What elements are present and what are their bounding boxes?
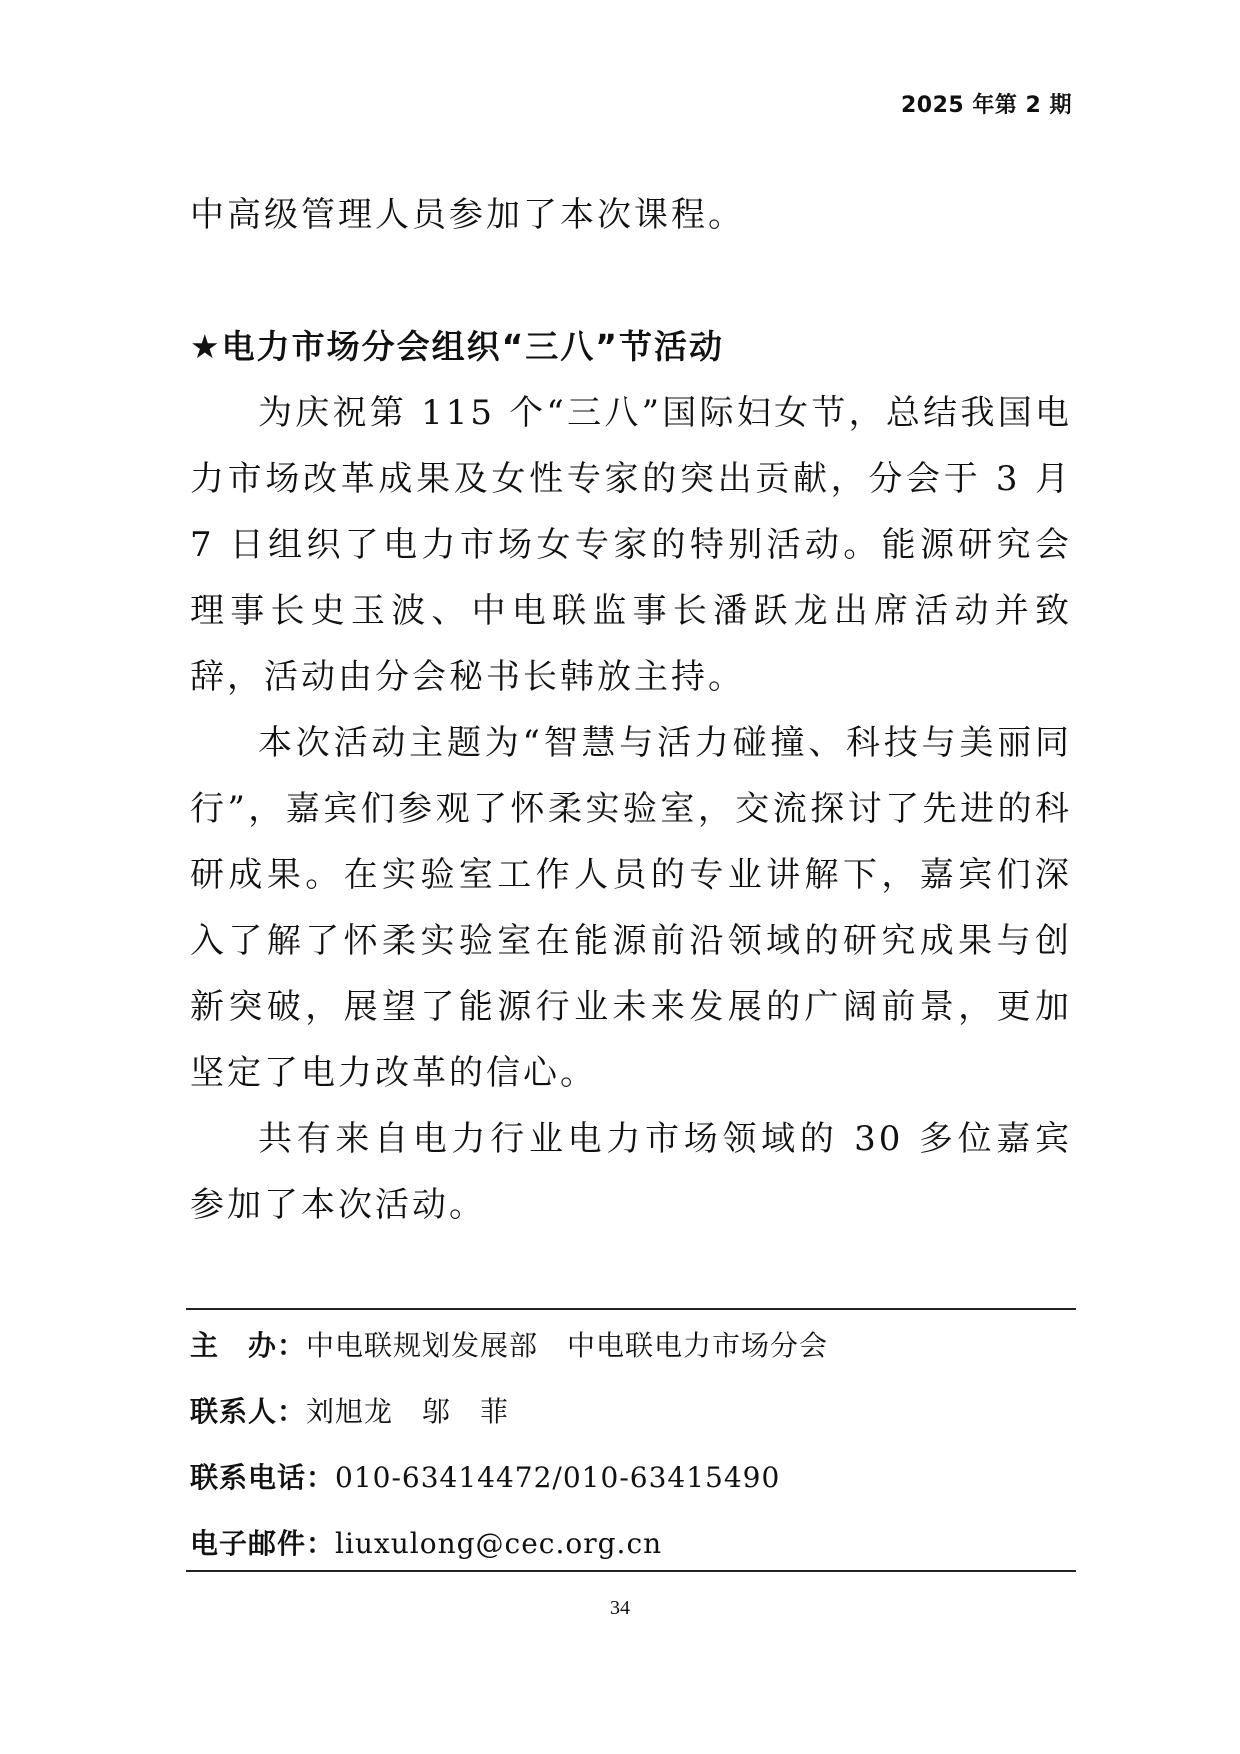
phone-value: 010-63414472/010-63415490 [335,1461,781,1494]
organizer-value: 中电联规划发展部 中电联电力市场分会 [306,1329,829,1362]
paragraph: 本次活动主题为“智慧与活力碰撞、科技与美丽同行”，嘉宾们参观了怀柔实验室，交流探讨了先进的科研成果。在实验室工作人员的专业讲解下，嘉宾们深入了解了怀柔实验室在能源前沿领域的研究成果与创新突破，展望了能源行业未来发展的广阔前景，更加坚定了电力改革的信心。 [190,723,1072,1093]
email-label: 电子邮件： [190,1527,336,1560]
footer-top-divider [186,1308,1076,1310]
footer-bottom-divider [186,1570,1076,1572]
phone-label: 联系电话： [190,1461,336,1494]
email-row [190,1522,1070,1588]
paragraph: 共有来自电力行业电力市场领域的 30 多位嘉宾参加了本次活动。 [190,1119,1072,1225]
section-heading: ★电力市场分会组织“三八”节活动 [190,327,724,366]
contact-person-label: 联系人： [190,1395,307,1428]
organizer-label: 主 办： [190,1329,307,1362]
contact-person-row [190,1390,1070,1456]
page-number: 34 [610,1597,630,1619]
email-value[interactable]: liuxulong@cec.org.cn [335,1527,663,1560]
article-body [190,182,1072,1238]
issue-label: 2025 年第 2 期 [900,93,1072,118]
paragraph: 为庆祝第 115 个“三八”国际妇女节，总结我国电力市场改革成果及女性专家的突出贡献，分会于 3 月 7 日组织了电力市场女专家的特别活动。能源研究会理事长史玉波、中电联监事长潘跃龙出席活动并致辞，活动由分会秘书长韩放主持。 [190,393,1072,697]
continued-paragraph: 中高级管理人员参加了本次课程。 [190,195,745,235]
organizer-row [190,1324,1070,1390]
contact-person-value: 刘旭龙 邬 菲 [306,1395,510,1428]
phone-row [190,1456,1070,1522]
contact-block [190,1324,1070,1588]
